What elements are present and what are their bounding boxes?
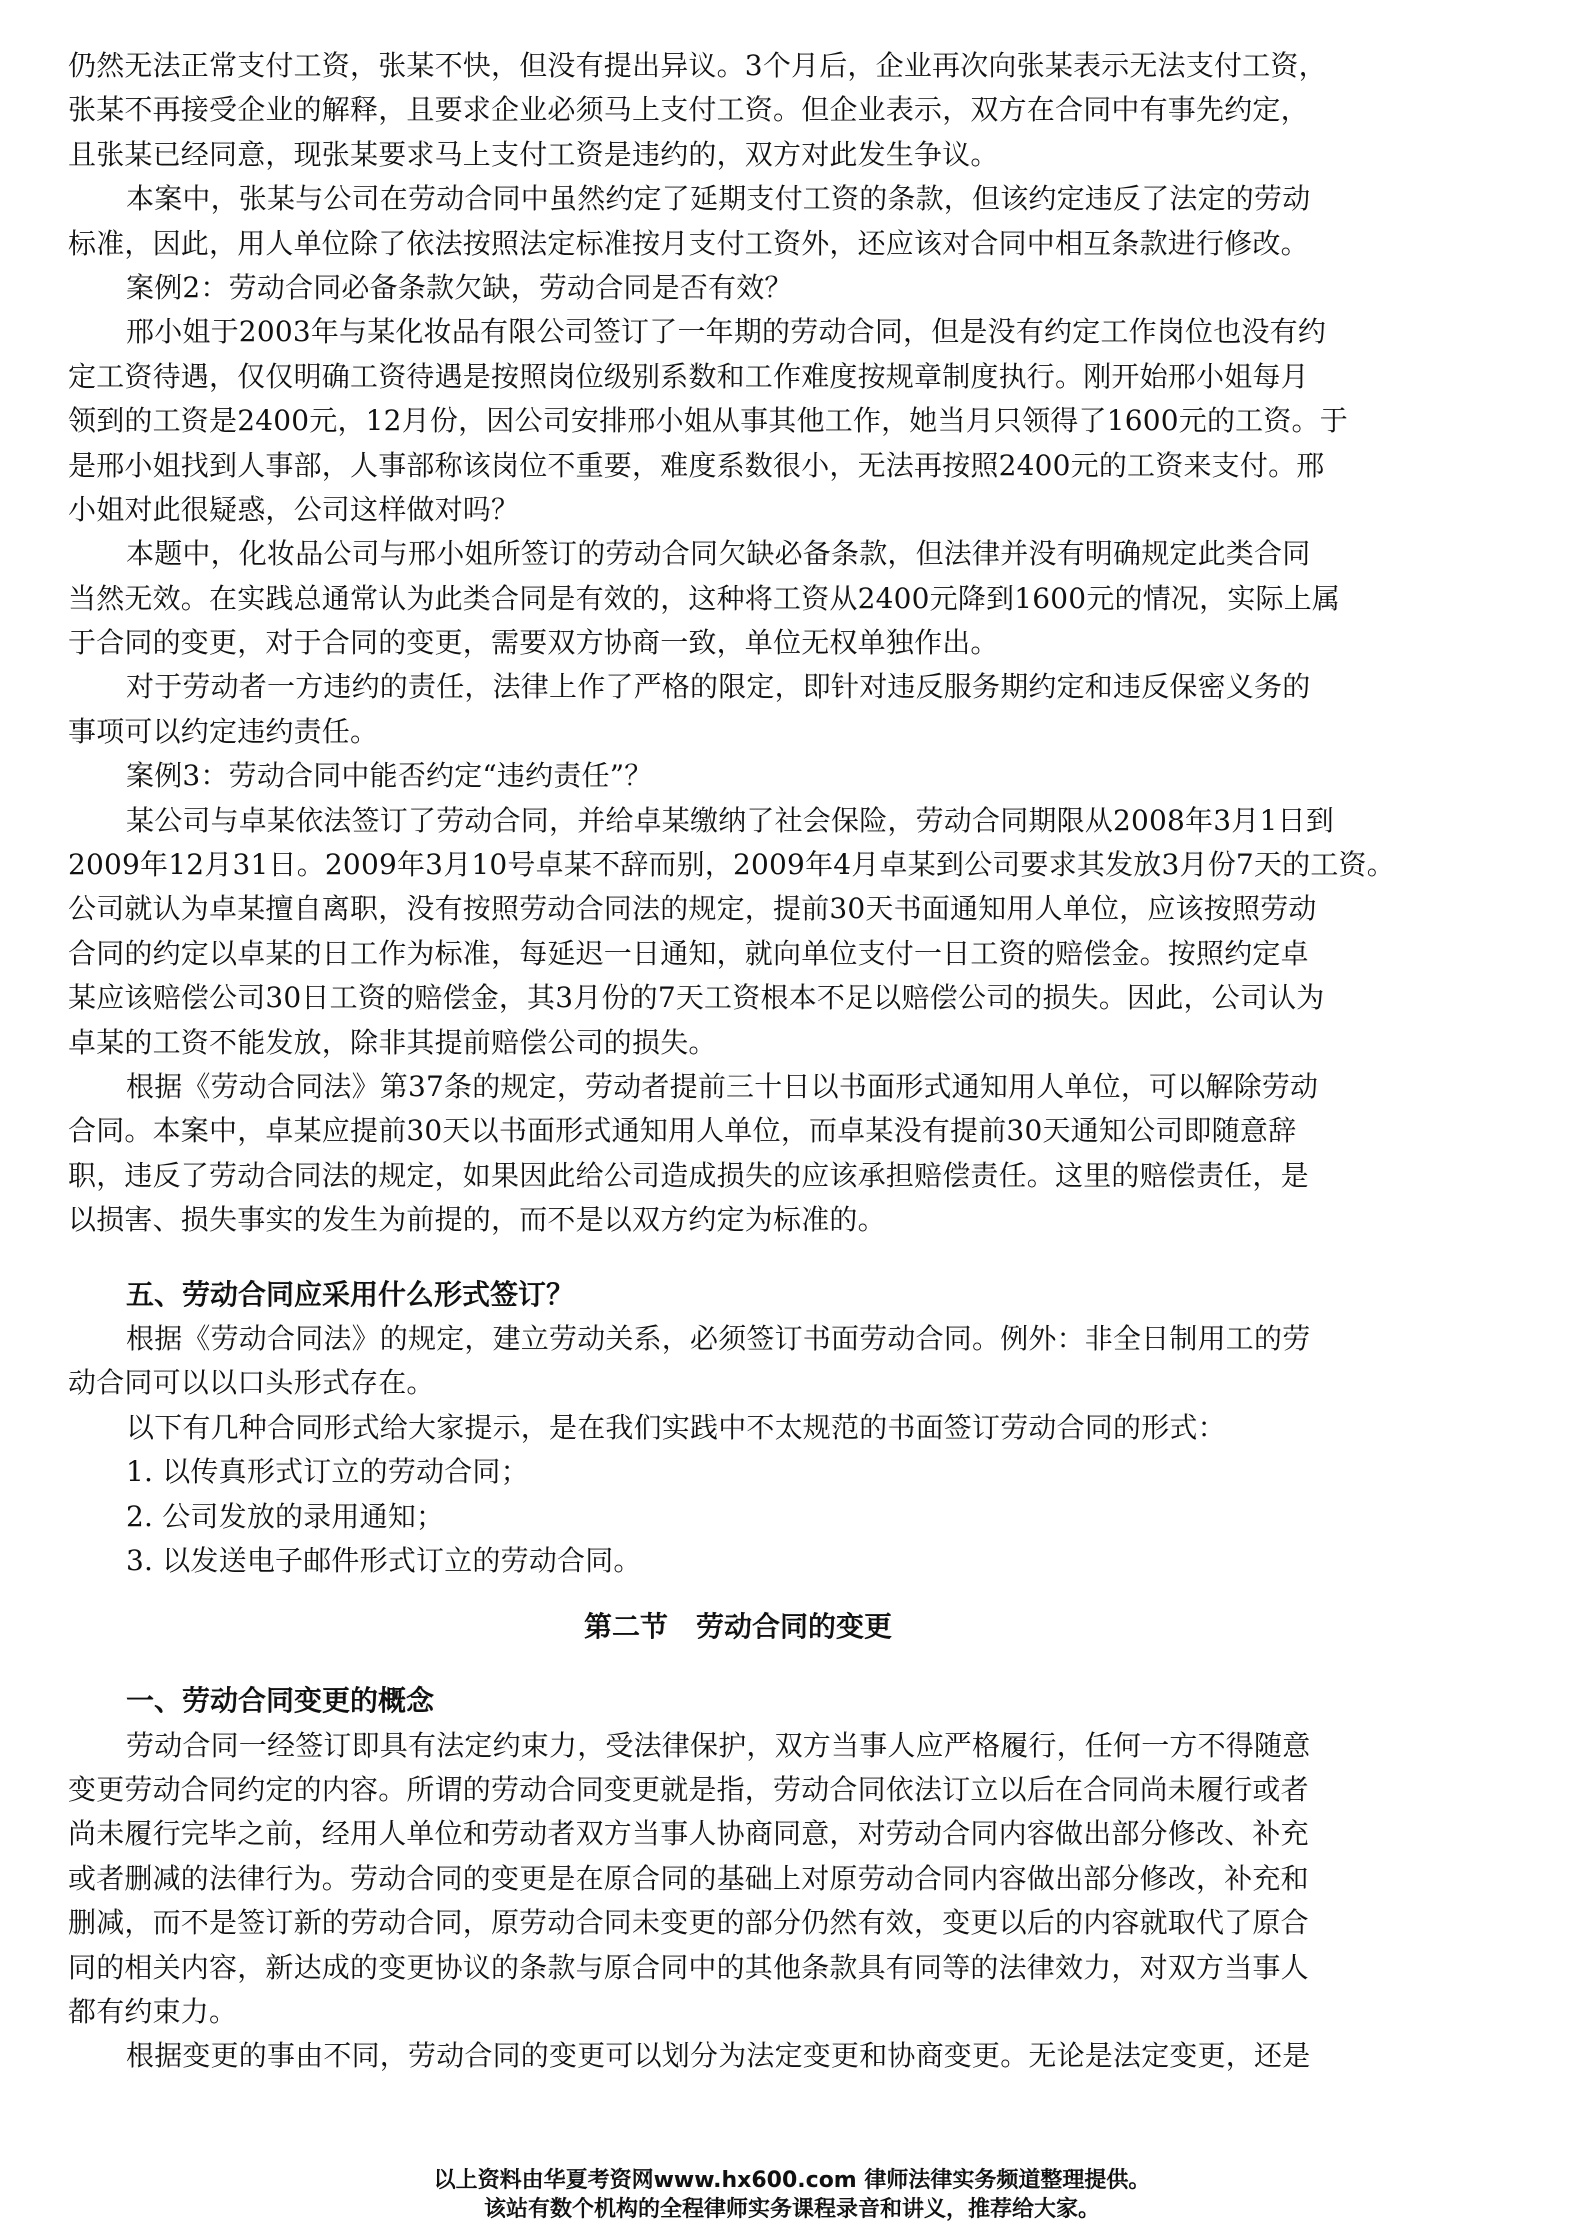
- text-line: 合同。本案中，卓某应提前30天以书面形式通知用人单位，而卓某没有提前30天通知公司即随意辞: [68, 1114, 1297, 1148]
- heading-contract-form: 五、劳动合同应采用什么形式签订？: [126, 1277, 575, 1311]
- text-line: 合同的约定以卓某的日工作为标准，每延迟一日通知，就向单位支付一日工资的赔偿金。按照约定卓: [68, 936, 1309, 970]
- text-line: 且张某已经同意，现张某要求马上支付工资是违约的，双方对此发生争议。: [68, 137, 999, 171]
- text-line: 职，违反了劳动合同法的规定，如果因此给公司造成损失的应该承担赔偿责任。这里的赔偿责任，是: [68, 1158, 1309, 1192]
- text-line: 1. 以传真形式订立的劳动合同；: [126, 1455, 529, 1489]
- paragraph: [68, 799, 1408, 1065]
- section-title: 第二节 劳动合同的变更: [583, 1610, 892, 1644]
- text-line: 删减，而不是签订新的劳动合同，原劳动合同未变更的部分仍然有效，变更以后的内容就取代了原合: [68, 1906, 1309, 1940]
- footer-line: 以上资料由华夏考资网www.hx600.com 律师法律实务频道整理提供。: [433, 2168, 1151, 2193]
- body-text-top: [68, 44, 1408, 1243]
- paragraph: [68, 266, 1408, 310]
- text-line: 以损害、损失事实的发生为前提的，而不是以双方约定为标准的。: [68, 1203, 886, 1237]
- paragraph: [68, 754, 1408, 798]
- text-line: 3. 以发送电子邮件形式订立的劳动合同。: [126, 1543, 642, 1577]
- text-line: 劳动合同一经签订即具有法定约束力，受法律保护，双方当事人应严格履行，任何一方不得随意: [126, 1728, 1311, 1762]
- heading-change-concept: 一、劳动合同变更的概念: [126, 1684, 435, 1718]
- footer-line: 该站有数个机构的全程律师实务课程录音和讲义，推荐给大家。: [483, 2197, 1100, 2222]
- paragraph: [68, 2034, 1408, 2078]
- text-line: 事项可以约定违约责任。: [68, 714, 379, 748]
- text-line: 当然无效。在实践总通常认为此类合同是有效的，这种将工资从2400元降到1600元的情况，实际上属: [68, 581, 1341, 615]
- text-line: 标准，因此，用人单位除了依法按照法定标准按月支付工资外，还应该对合同中相互条款进行修改。: [68, 226, 1309, 260]
- body-text-contract-form: [68, 1317, 1408, 1583]
- text-line: 尚未履行完毕之前，经用人单位和劳动者双方当事人协商同意，对劳动合同内容做出部分修改、补充: [68, 1817, 1309, 1851]
- document-body: [68, 44, 1408, 2079]
- text-line: 对于劳动者一方违约的责任，法律上作了严格的限定，即针对违反服务期约定和违反保密义务的: [126, 670, 1311, 704]
- paragraph: [68, 665, 1408, 754]
- text-line: 都有约束力。: [68, 1995, 238, 2029]
- text-line: 某公司与卓某依法签订了劳动合同，并给卓某缴纳了社会保险，劳动合同期限从2008年3月1日到: [126, 803, 1334, 837]
- text-line: 卓某的工资不能发放，除非其提前赔偿公司的损失。: [68, 1025, 717, 1059]
- text-line: 案例3：劳动合同中能否约定“违约责任”？: [126, 759, 653, 793]
- paragraph: [68, 177, 1408, 266]
- text-line: 小姐对此很疑惑，公司这样做对吗？: [68, 492, 520, 526]
- text-line: 根据《劳动合同法》的规定，建立劳动关系，必须签订书面劳动合同。例外：非全日制用工的劳: [126, 1321, 1311, 1355]
- text-line: 于合同的变更，对于合同的变更，需要双方协商一致，单位无权单独作出。: [68, 626, 999, 660]
- text-line: 2. 公司发放的录用通知；: [126, 1499, 445, 1533]
- text-line: 同的相关内容，新达成的变更协议的条款与原合同中的其他条款具有同等的法律效力，对双方当事人: [68, 1950, 1309, 1984]
- text-line: 本题中，化妆品公司与邢小姐所签订的劳动合同欠缺必备条款，但法律并没有明确规定此类合同: [126, 537, 1311, 571]
- paragraph: [68, 1317, 1408, 1406]
- paragraph: [68, 1495, 1408, 1539]
- text-line: 动合同可以以口头形式存在。: [68, 1366, 435, 1400]
- text-line: 根据变更的事由不同，劳动合同的变更可以划分为法定变更和协商变更。无论是法定变更，还是: [126, 2039, 1311, 2073]
- text-line: 案例2：劳动合同必备条款欠缺，劳动合同是否有效？: [126, 270, 793, 304]
- paragraph: [68, 532, 1408, 665]
- text-line: 2009年12月31日。2009年3月10号卓某不辞而别，2009年4月卓某到公司要求其发放3月份7天的工资。: [68, 848, 1395, 882]
- paragraph: [68, 1406, 1408, 1450]
- text-line: 是邢小姐找到人事部，人事部称该岗位不重要，难度系数很小，无法再按照2400元的工资来支付。邢: [68, 448, 1325, 482]
- text-line: 以下有几种合同形式给大家提示，是在我们实践中不太规范的书面签订劳动合同的形式：: [126, 1410, 1226, 1444]
- paragraph: [68, 44, 1408, 177]
- paragraph: [68, 1065, 1408, 1243]
- paragraph: [68, 1450, 1408, 1494]
- text-line: 张某不再接受企业的解释，且要求企业必须马上支付工资。但企业表示，双方在合同中有事先约定，: [68, 93, 1309, 127]
- text-line: 或者删减的法律行为。劳动合同的变更是在原合同的基础上对原劳动合同内容做出部分修改，补充和: [68, 1861, 1309, 1895]
- text-line: 本案中，张某与公司在劳动合同中虽然约定了延期支付工资的条款，但该约定违反了法定的劳动: [126, 182, 1311, 216]
- text-line: 变更劳动合同约定的内容。所谓的劳动合同变更就是指，劳动合同依法订立以后在合同尚未履行或者: [68, 1773, 1309, 1807]
- paragraph: [68, 1724, 1408, 2035]
- text-line: 某应该赔偿公司30日工资的赔偿金，其3月份的7天工资根本不足以赔偿公司的损失。因此，公司认为: [68, 981, 1325, 1015]
- text-line: 邢小姐于2003年与某化妆品有限公司签订了一年期的劳动合同，但是没有约定工作岗位也没有约: [126, 315, 1327, 349]
- body-text-change-concept: [68, 1724, 1408, 2079]
- text-line: 定工资待遇，仅仅明确工资待遇是按照岗位级别系数和工作难度按规章制度执行。刚开始邢小姐每月: [68, 359, 1309, 393]
- text-line: 公司就认为卓某擅自离职，没有按照劳动合同法的规定，提前30天书面通知用人单位，应该按照劳动: [68, 892, 1317, 926]
- text-line: 根据《劳动合同法》第37条的规定，劳动者提前三十日以书面形式通知用人单位，可以解除劳动: [126, 1069, 1319, 1103]
- text-line: 领到的工资是2400元，12月份，因公司安排邢小姐从事其他工作，她当月只领得了1600元的工资。于: [68, 404, 1348, 438]
- footer-note: [0, 2166, 1584, 2224]
- text-line: 仍然无法正常支付工资，张某不快，但没有提出异议。3个月后，企业再次向张某表示无法支付工资，: [68, 49, 1327, 82]
- paragraph: [68, 1539, 1408, 1583]
- paragraph: [68, 310, 1408, 532]
